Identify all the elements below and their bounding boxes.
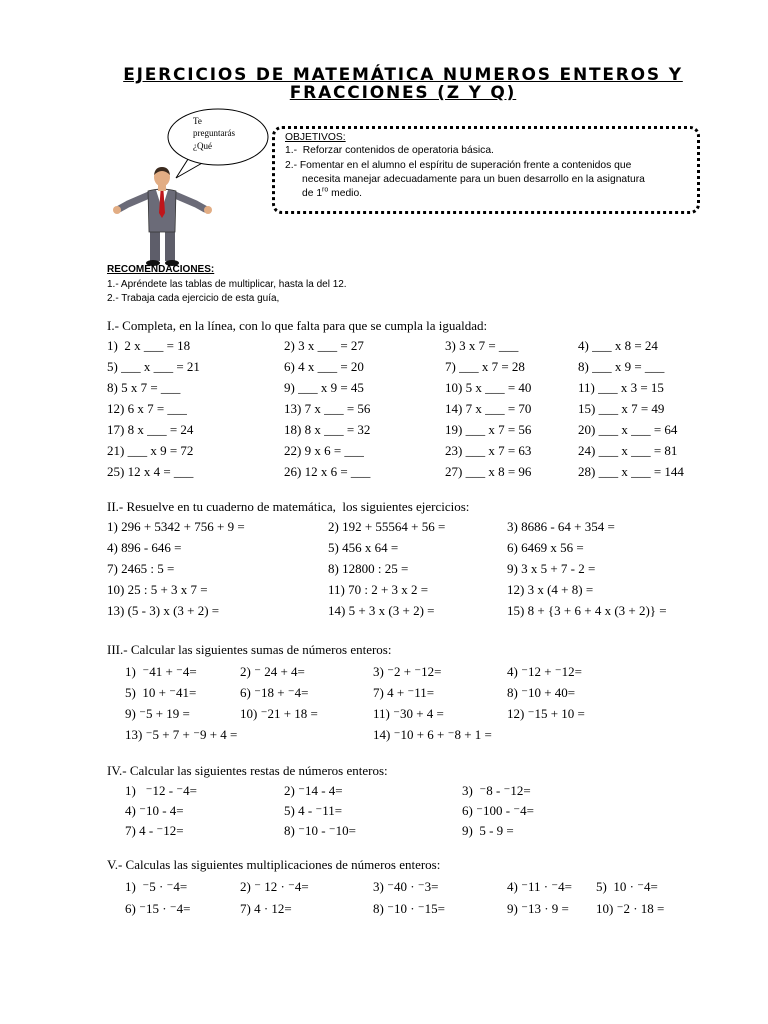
exercise-item: 2) 3 x ___ = 27 bbox=[284, 338, 364, 353]
shrugging-man-illustration bbox=[112, 165, 214, 269]
section-1-heading: I.- Completa, en la línea, con lo que falta para que se cumpla la igualdad: bbox=[107, 318, 488, 333]
exercise-item: 10) 5 x ___ = 40 bbox=[445, 380, 532, 395]
exercise-item: 19) ___ x 7 = 56 bbox=[445, 422, 532, 437]
exercise-item: 3) 8686 - 64 + 354 = bbox=[507, 519, 615, 534]
section-5-heading: V.- Calculas las siguientes multiplicaciones de números enteros: bbox=[107, 857, 441, 872]
exercise-item: 4) ⁻11 · ⁻4= bbox=[507, 879, 572, 894]
exercise-row bbox=[0, 519, 768, 535]
exercise-row bbox=[0, 359, 768, 375]
exercise-item: 11) ___ x 3 = 15 bbox=[578, 380, 664, 395]
exercise-item: 8) 12800 : 25 = bbox=[328, 561, 409, 576]
objective-item-2-line-3-end: medio. bbox=[328, 188, 363, 199]
exercise-item: 5) ___ x ___ = 21 bbox=[107, 359, 200, 374]
exercise-row bbox=[0, 401, 768, 417]
exercise-item: 6) ⁻15 · ⁻4= bbox=[125, 901, 191, 916]
exercise-item: 3) ⁻40 · ⁻3= bbox=[373, 879, 439, 894]
exercise-item: 8) 5 x 7 = ___ bbox=[107, 380, 181, 395]
exercise-item: 3) ⁻2 + ⁻12= bbox=[373, 664, 442, 679]
objective-item-2-line-1: 2.- Fomentar en el alumno el espíritu de superación frente a contenidos que bbox=[285, 160, 632, 171]
exercise-item: 6) 4 x ___ = 20 bbox=[284, 359, 364, 374]
exercise-row bbox=[0, 706, 768, 722]
exercise-item: 25) 12 x 4 = ___ bbox=[107, 464, 194, 479]
exercise-row bbox=[0, 582, 768, 598]
bubble-text-line-2: preguntarás bbox=[193, 128, 235, 138]
exercise-row bbox=[0, 803, 768, 819]
section-3 bbox=[0, 642, 768, 745]
recommendations-heading: RECOMENDACIONES: bbox=[107, 264, 215, 275]
exercise-item: 6) ⁻18 + ⁻4= bbox=[240, 685, 309, 700]
exercise-item: 9) 5 - 9 = bbox=[462, 823, 514, 838]
exercise-row bbox=[0, 664, 768, 680]
recommendation-item-1: 1.- Apréndete las tablas de multiplicar, hasta la del 12. bbox=[107, 279, 347, 290]
exercise-item: 26) 12 x 6 = ___ bbox=[284, 464, 371, 479]
exercise-item: 10) 25 : 5 + 3 x 7 = bbox=[107, 582, 208, 597]
exercise-item: 9) ___ x 9 = 45 bbox=[284, 380, 364, 395]
exercise-item: 23) ___ x 7 = 63 bbox=[445, 443, 532, 458]
section-4 bbox=[0, 763, 768, 841]
section-2-heading: II.- Resuelve en tu cuaderno de matemática, los siguientes ejercicios: bbox=[107, 499, 470, 514]
exercise-item: 7) 4 + ⁻11= bbox=[373, 685, 435, 700]
exercise-item: 27) ___ x 8 = 96 bbox=[445, 464, 532, 479]
page-title-line-1: EJERCICIOS DE MATEMÁTICA NUMEROS ENTEROS Y bbox=[123, 65, 683, 85]
exercise-item: 8) ___ x 9 = ___ bbox=[578, 359, 665, 374]
exercise-item: 4) ⁻12 + ⁻12= bbox=[507, 664, 582, 679]
exercise-item: 24) ___ x ___ = 81 bbox=[578, 443, 678, 458]
exercise-item: 2) ⁻14 - 4= bbox=[284, 783, 343, 798]
exercise-row bbox=[0, 464, 768, 480]
exercise-item: 22) 9 x 6 = ___ bbox=[284, 443, 364, 458]
exercise-row bbox=[0, 603, 768, 619]
section-4-heading: IV.- Calcular las siguientes restas de números enteros: bbox=[107, 763, 388, 778]
objectives-box bbox=[272, 126, 700, 214]
exercise-item: 13) ⁻5 + 7 + ⁻9 + 4 = bbox=[125, 727, 238, 742]
section-3-heading: III.- Calcular las siguientes sumas de números enteros: bbox=[107, 642, 392, 657]
objective-item-1: 1.- Reforzar contenidos de operatoria básica. bbox=[285, 145, 494, 156]
section-1 bbox=[0, 318, 768, 482]
bubble-text-line-3: ¿Qué bbox=[193, 141, 212, 151]
exercise-row bbox=[0, 685, 768, 701]
exercise-item: 12) 3 x (4 + 8) = bbox=[507, 582, 594, 597]
exercise-item: 14) 7 x ___ = 70 bbox=[445, 401, 532, 416]
recommendation-item-2: 2.- Trabaja cada ejercicio de esta guía, bbox=[107, 293, 280, 304]
exercise-item: 10) ⁻21 + 18 = bbox=[240, 706, 318, 721]
section-2 bbox=[0, 499, 768, 621]
exercise-item: 18) 8 x ___ = 32 bbox=[284, 422, 371, 437]
exercise-item: 7) ___ x 7 = 28 bbox=[445, 359, 525, 374]
exercise-item: 9) ⁻13 · 9 = bbox=[507, 901, 569, 916]
exercise-row bbox=[0, 823, 768, 839]
exercise-item: 7) 2465 : 5 = bbox=[107, 561, 175, 576]
exercise-item: 21) ___ x 9 = 72 bbox=[107, 443, 194, 458]
exercise-item: 13) (5 - 3) x (3 + 2) = bbox=[107, 603, 220, 618]
exercise-item: 2) 192 + 55564 + 56 = bbox=[328, 519, 446, 534]
objective-item-2-line-3 bbox=[302, 187, 362, 201]
exercise-item: 1) 296 + 5342 + 756 + 9 = bbox=[107, 519, 245, 534]
exercise-row bbox=[0, 380, 768, 396]
exercise-item: 3) ⁻8 - ⁻12= bbox=[462, 783, 531, 798]
bubble-text-line-1: Te bbox=[193, 116, 202, 126]
exercise-item: 13) 7 x ___ = 56 bbox=[284, 401, 371, 416]
exercise-item: 4) ___ x 8 = 24 bbox=[578, 338, 658, 353]
exercise-item: 2) ⁻ 12 · ⁻4= bbox=[240, 879, 309, 894]
objective-item-2-line-3-text: de 1 bbox=[302, 188, 323, 199]
exercise-item: 11) ⁻30 + 4 = bbox=[373, 706, 444, 721]
exercise-item: 4) 896 - 646 = bbox=[107, 540, 182, 555]
exercise-item: 10) ⁻2 · 18 = bbox=[596, 901, 665, 916]
exercise-item: 9) 3 x 5 + 7 - 2 = bbox=[507, 561, 596, 576]
exercise-item: 1) ⁻5 · ⁻4= bbox=[125, 879, 188, 894]
exercise-item: 6) ⁻100 - ⁻4= bbox=[462, 803, 534, 818]
exercise-item: 7) 4 · 12= bbox=[240, 901, 292, 916]
exercise-item: 1) 2 x ___ = 18 bbox=[107, 338, 191, 353]
ordinal-suffix: ro bbox=[322, 186, 329, 194]
exercise-row bbox=[0, 561, 768, 577]
exercise-item: 9) ⁻5 + 19 = bbox=[125, 706, 190, 721]
exercise-item: 7) 4 - ⁻12= bbox=[125, 823, 184, 838]
exercise-item: 3) 3 x 7 = ___ bbox=[445, 338, 519, 353]
exercise-row bbox=[0, 443, 768, 459]
exercise-item: 20) ___ x ___ = 64 bbox=[578, 422, 678, 437]
exercise-item: 15) ___ x 7 = 49 bbox=[578, 401, 665, 416]
exercise-item: 5) 4 - ⁻11= bbox=[284, 803, 343, 818]
exercise-item: 14) 5 + 3 x (3 + 2) = bbox=[328, 603, 435, 618]
exercise-item: 12) ⁻15 + 10 = bbox=[507, 706, 585, 721]
objective-item-2-line-2: necesita manejar adecuadamente para un buen desarrollo en la asignatura bbox=[302, 174, 645, 185]
exercise-row bbox=[0, 727, 768, 743]
exercise-item: 1) ⁻12 - ⁻4= bbox=[125, 783, 197, 798]
exercise-item: 5) 10 · ⁻4= bbox=[596, 879, 658, 894]
exercise-item: 11) 70 : 2 + 3 x 2 = bbox=[328, 582, 429, 597]
exercise-item: 5) 10 + ⁻41= bbox=[125, 685, 197, 700]
exercise-item: 15) 8 + {3 + 6 + 4 x (3 + 2)} = bbox=[507, 603, 667, 618]
page-title-line-2: FRACCIONES (Z Y Q) bbox=[289, 83, 517, 103]
exercise-item: 8) ⁻10 · ⁻15= bbox=[373, 901, 445, 916]
exercise-item: 2) ⁻ 24 + 4= bbox=[240, 664, 305, 679]
exercise-row bbox=[0, 422, 768, 438]
exercise-item: 17) 8 x ___ = 24 bbox=[107, 422, 194, 437]
exercise-row bbox=[0, 901, 768, 917]
exercise-item: 28) ___ x ___ = 144 bbox=[578, 464, 684, 479]
objectives-heading: OBJETIVOS: bbox=[285, 132, 346, 143]
exercise-row bbox=[0, 783, 768, 799]
exercise-item: 6) 6469 x 56 = bbox=[507, 540, 584, 555]
exercise-item: 1) ⁻41 + ⁻4= bbox=[125, 664, 197, 679]
exercise-item: 8) ⁻10 - ⁻10= bbox=[284, 823, 356, 838]
section-5 bbox=[0, 857, 768, 919]
exercise-row bbox=[0, 338, 768, 354]
exercise-row bbox=[0, 540, 768, 556]
exercise-item: 8) ⁻10 + 40= bbox=[507, 685, 576, 700]
exercise-item: 12) 6 x 7 = ___ bbox=[107, 401, 187, 416]
exercise-row bbox=[0, 879, 768, 895]
exercise-item: 5) 456 x 64 = bbox=[328, 540, 399, 555]
exercise-item: 4) ⁻10 - 4= bbox=[125, 803, 184, 818]
exercise-item: 14) ⁻10 + 6 + ⁻8 + 1 = bbox=[373, 727, 492, 742]
